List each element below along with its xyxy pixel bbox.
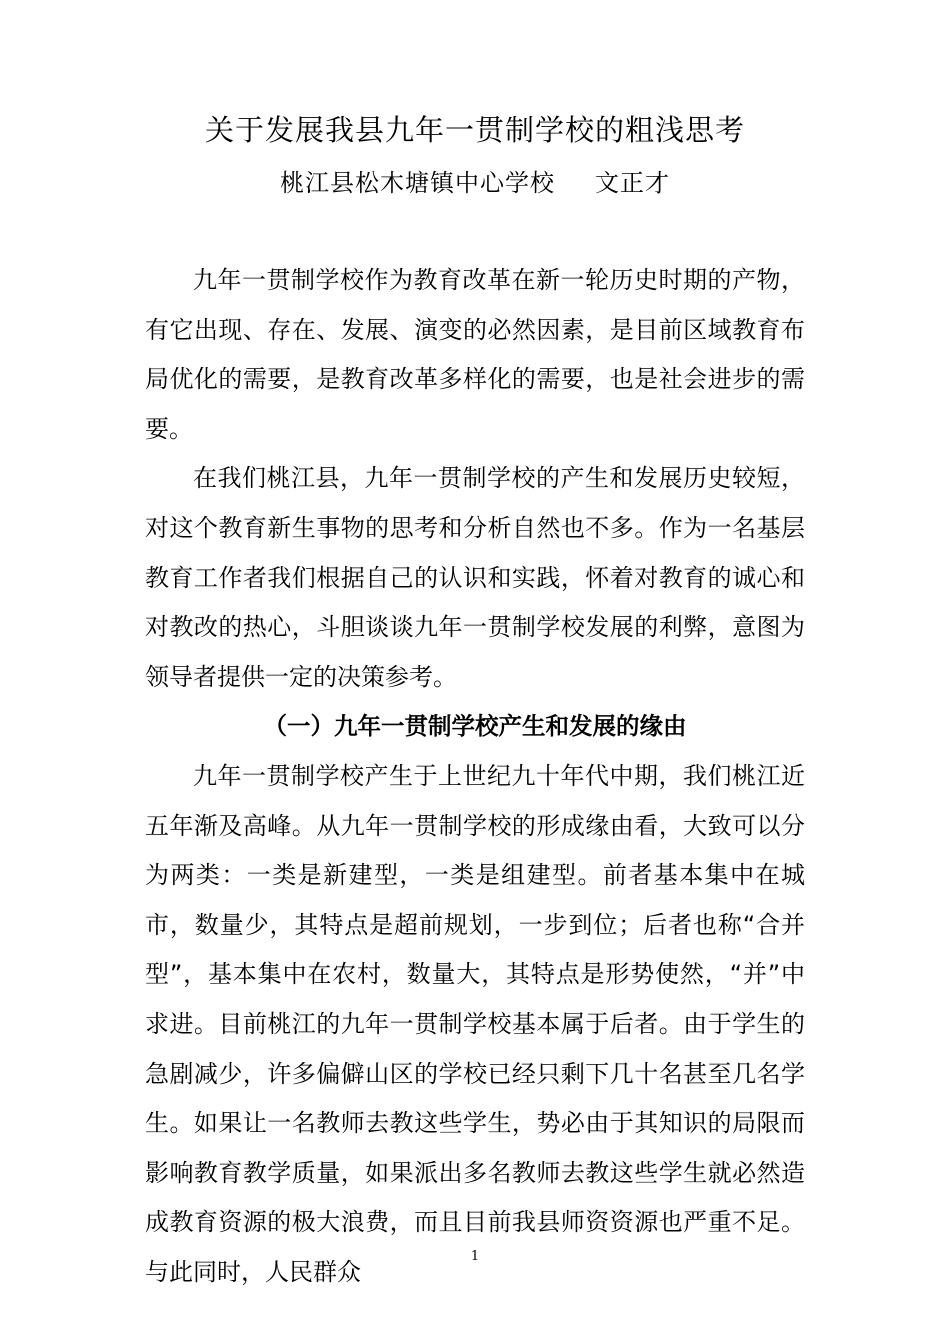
- author-school: 桃江县松木塘镇中心学校: [280, 169, 555, 197]
- intro-paragraph-2: 在我们桃江县，九年一贯制学校的产生和发展历史较短，对这个教育新生事物的思考和分析自然也不多。作为一名基层教育工作者我们根据自己的认识和实践，怀着对教育的诚心和对教改的热心，斗胆谈谈九年一贯制学校发展的利弊，意图为领导者提供一定的决策参考。: [145, 464, 805, 691]
- section-heading: （一）九年一贯制学校产生和发展的缘由: [263, 712, 687, 741]
- document-title: 关于发展我县九年一贯制学校的粗浅思考: [204, 113, 745, 147]
- author-name: 文正才: [595, 169, 670, 197]
- author-line: [0, 165, 950, 201]
- page-number: 1: [470, 1249, 480, 1264]
- document-body: [145, 256, 805, 1297]
- section-paragraph: 九年一贯制学校产生于上世纪九十年代中期，我们桃江近五年渐及高峰。从九年一贯制学校的形成缘由看，大致可以分为两类：一类是新建型，一类是组建型。前者基本集中在城市，数量少，其特点是超前规划，一步到位；后者也称“合并型”，基本集中在农村，数量大，其特点是形势使然，“并”中求进。目前桃江的九年一贯制学校基本属于后者。由于学生的急剧减少，许多偏僻山区的学校已经只剩下几十名甚至几名学生。如果让一名教师去教这些学生，势必由于其知识的局限而影响教育教学质量，如果派出多名教师去教这些学生就必然造成教育资源的极大浪费，而且目前我县师资资源也严重不足。与此同时，人民群众: [145, 761, 805, 1286]
- intro-paragraph-1: 九年一贯制学校作为教育改革在新一轮历史时期的产物，有它出现、存在、发展、演变的必然因素，是目前区域教育布局优化的需要，是教育改革多样化的需要，也是社会进步的需要。: [145, 266, 805, 443]
